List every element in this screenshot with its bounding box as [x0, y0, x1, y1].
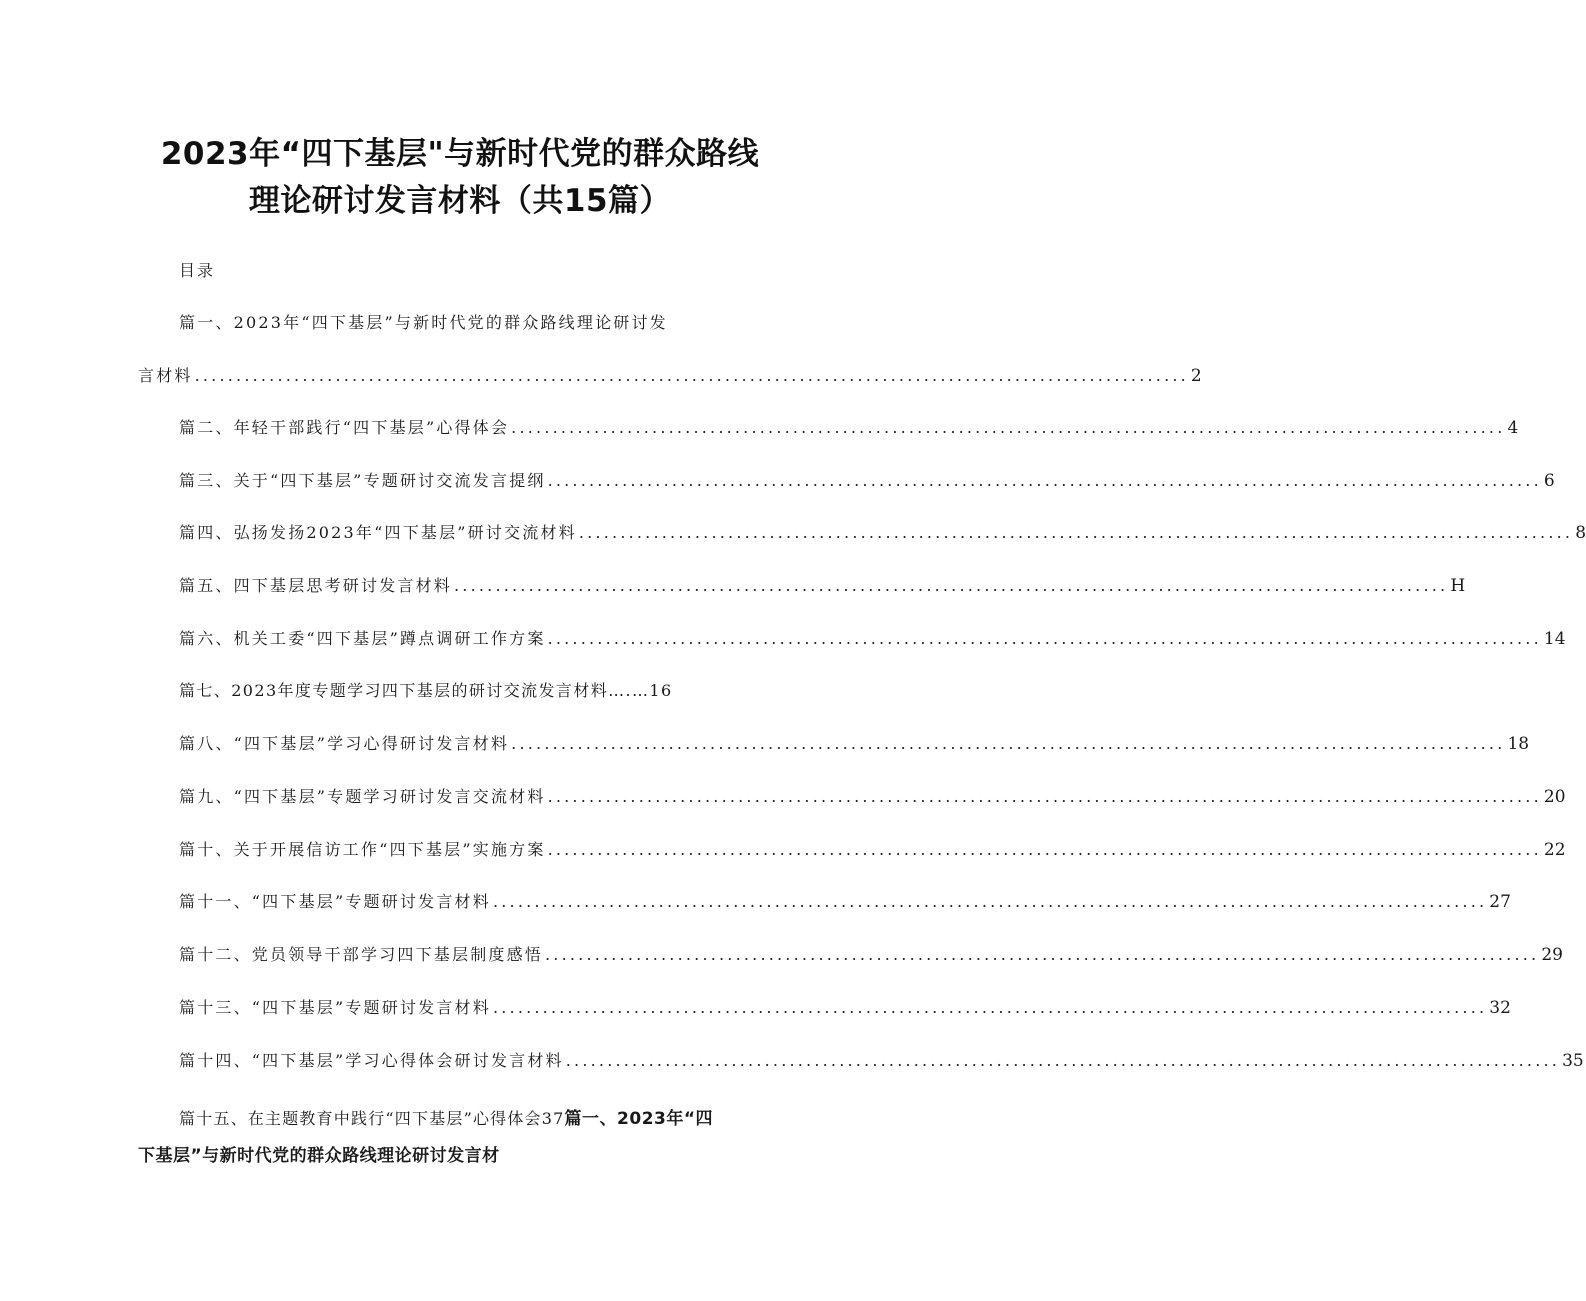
- toc-heading: 目录: [179, 261, 216, 280]
- toc-item-8[interactable]: [179, 731, 1530, 755]
- toc-item-5[interactable]: [179, 573, 1466, 597]
- toc-item-text: 篇十四、“四下基层”学习心得体会研讨发言材料: [179, 1051, 564, 1070]
- toc-leader-dots: ........................................................................................................................: [578, 523, 1574, 542]
- toc-item-text: 篇十、关于开展信访工作“四下基层”实施方案: [179, 840, 546, 859]
- toc-leader-dots: ........................................................................................................................: [454, 576, 1449, 595]
- toc-item-15-text: 篇十五、在主题教育中践行“四下基层”心得体会37: [179, 1109, 565, 1128]
- toc-item-text: 篇五、四下基层思考研讨发言材料: [179, 576, 453, 595]
- toc-item-6[interactable]: [179, 626, 1566, 650]
- toc-item-12[interactable]: [179, 942, 1563, 966]
- toc-leader-dots: ........................................................................................................................: [511, 734, 1506, 753]
- toc-item-page: 35: [1562, 1051, 1584, 1071]
- toc-item-7[interactable]: [179, 678, 673, 701]
- toc-item-text: 篇十二、党员领导干部学习四下基层制度感悟: [179, 945, 544, 964]
- toc-item-page: 8: [1575, 523, 1586, 543]
- section-heading-start: 篇一、2023年“四: [564, 1109, 714, 1129]
- toc-leader-dots: ........................................................................................................................: [547, 787, 1542, 806]
- toc-item-page: 4: [1507, 418, 1519, 438]
- toc-item-page: 6: [1543, 471, 1555, 491]
- toc-item-10[interactable]: [179, 837, 1566, 861]
- toc-leader-dots: ........................................................................................................................: [545, 945, 1540, 964]
- toc-item-14[interactable]: [179, 1048, 1584, 1072]
- toc-item-3[interactable]: [179, 468, 1555, 492]
- toc-item-page: 32: [1489, 998, 1511, 1018]
- toc-item-9[interactable]: [179, 784, 1566, 808]
- toc-item-text: 篇四、弘扬发扬2023年“四下基层”研讨交流材料: [179, 523, 577, 542]
- toc-leader-dots: ........................................................................................................................: [547, 471, 1542, 490]
- toc-item-text: 篇十三、“四下基层”专题研讨发言材料: [179, 998, 491, 1017]
- toc-item-page: 18: [1507, 734, 1530, 754]
- toc-item-11[interactable]: [179, 889, 1511, 913]
- toc-item-text: 篇十一、“四下基层”专题研讨发言材料: [179, 892, 491, 911]
- toc-item-page: 20: [1543, 787, 1566, 807]
- toc-item-13[interactable]: [179, 995, 1511, 1019]
- toc-item-text: 篇二、年轻干部践行“四下基层”心得体会: [179, 418, 510, 437]
- toc-item-1-text: 篇一、2023年“四下基层”与新时代党的群众路线理论研讨发: [179, 313, 668, 332]
- toc-item-15[interactable]: [179, 1104, 713, 1129]
- toc-item-2[interactable]: [179, 415, 1519, 439]
- toc-leader-dots: ........................................................................................................................: [492, 892, 1488, 911]
- toc-item-1-line-1[interactable]: [179, 310, 668, 333]
- toc-item-1-line-2[interactable]: [138, 363, 1202, 387]
- toc-item-1-page: 2: [1190, 366, 1202, 386]
- toc-item-page: 29: [1541, 945, 1563, 965]
- section-heading-cont: 下基层”与新时代党的群众路线理论研讨发言材: [138, 1146, 500, 1166]
- toc-item-4[interactable]: [179, 520, 1586, 544]
- toc-item-page: H: [1450, 576, 1466, 596]
- document-title-line-1: 2023年“四下基层"与新时代党的群众路线: [160, 136, 760, 172]
- toc-item-text: 篇三、关于“四下基层”专题研讨交流发言提纲: [179, 471, 546, 490]
- toc-leader-dots: ........................................................................................................................: [565, 1051, 1561, 1070]
- toc-leader-dots: ........................................................................................................................: [547, 840, 1542, 859]
- toc-leader-dots: ........................................................................................................................: [194, 366, 1189, 385]
- toc-leader-dots: ........................................................................................................................: [492, 998, 1488, 1017]
- toc-item-page: 14: [1543, 629, 1566, 649]
- toc-item-text: 篇六、机关工委“四下基层”蹲点调研工作方案: [179, 629, 546, 648]
- toc-item-page: 27: [1489, 892, 1511, 912]
- toc-item-7-text: 篇七、2023年度专题学习四下基层的研讨交流发言材料….…16: [179, 681, 673, 700]
- toc-item-page: 22: [1543, 840, 1566, 860]
- toc-leader-dots: ........................................................................................................................: [547, 629, 1542, 648]
- document-title-line-2: 理论研讨发言材料（共15篇）: [248, 183, 672, 219]
- toc-leader-dots: ........................................................................................................................: [511, 418, 1506, 437]
- toc-item-1-text-cont: 言材料: [138, 366, 193, 385]
- toc-item-text: 篇九、“四下基层”专题学习研讨发言交流材料: [179, 787, 546, 806]
- toc-item-text: 篇八、“四下基层”学习心得研讨发言材料: [179, 734, 510, 753]
